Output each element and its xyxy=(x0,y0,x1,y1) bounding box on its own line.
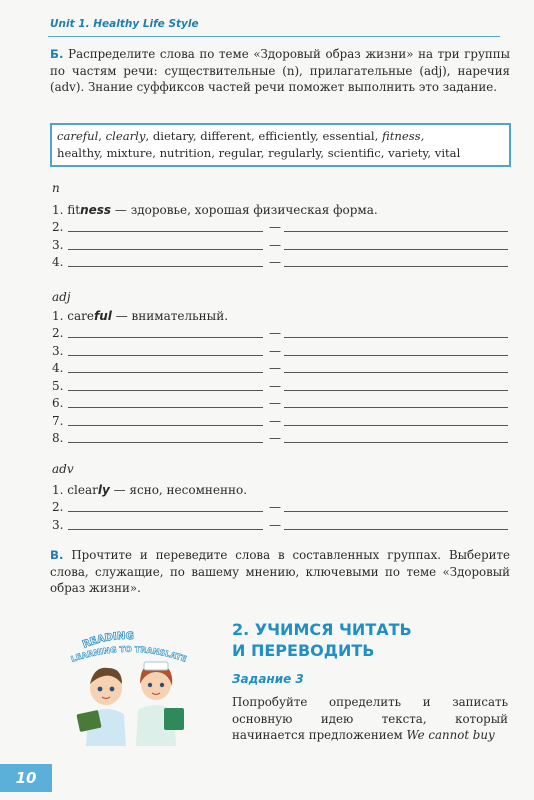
task-b-paragraph xyxy=(50,46,510,96)
answer-translation-line[interactable] xyxy=(284,231,508,232)
answer-row-number: 2. xyxy=(52,500,64,514)
answer-word-line[interactable] xyxy=(68,442,263,443)
answer-dash: — xyxy=(269,343,281,358)
answer-row xyxy=(52,220,507,234)
answer-dash: — xyxy=(269,413,281,428)
answer-word-line[interactable] xyxy=(68,425,263,426)
word-clearly: clearly xyxy=(105,129,146,143)
answer-word-line[interactable] xyxy=(68,529,263,530)
answer-translation-line[interactable] xyxy=(284,425,508,426)
answer-translation-line[interactable] xyxy=(284,355,508,356)
answer-row-number: 8. xyxy=(52,431,64,445)
word-list-part2: healthy, mixture, nutrition, regular, regularly, scientific, variety, vital xyxy=(57,146,461,160)
badge-reading-text: READING xyxy=(81,630,134,651)
section-2-heading: 2. УЧИМСЯ ЧИТАТЬ И ПЕРЕВОДИТЬ xyxy=(232,620,412,660)
answer-translation-line[interactable] xyxy=(284,266,508,267)
answer-translation-line[interactable] xyxy=(284,529,508,530)
answer-word-line[interactable] xyxy=(68,372,263,373)
task-3-text: Попробуйте определить и записать основную идею текста, который начинается предложением We cannot buy xyxy=(232,695,508,742)
answer-row-number: 5. xyxy=(52,378,64,393)
answer-dash: — xyxy=(269,326,281,340)
answer-word-line[interactable] xyxy=(68,407,263,408)
answer-translation-line[interactable] xyxy=(284,372,508,373)
reading-badge-illustration xyxy=(64,626,204,746)
answer-row-number: 4. xyxy=(52,361,64,375)
answer-dash: — xyxy=(269,500,281,514)
answer-translation-line[interactable] xyxy=(284,407,508,408)
section-n-example: 1. fitness — здоровье, хорошая физическая форма. xyxy=(52,203,378,217)
answer-row-number: 3. xyxy=(52,343,64,358)
answer-dash: — xyxy=(269,396,281,410)
task-v-letter: В. xyxy=(50,548,64,562)
answer-row xyxy=(52,326,507,340)
answer-translation-line[interactable] xyxy=(284,337,508,338)
answer-dash: — xyxy=(269,220,281,234)
answer-word-line[interactable] xyxy=(68,511,263,512)
answer-translation-line[interactable] xyxy=(284,390,508,391)
section-adj-label: adj xyxy=(52,290,71,304)
word-careful: careful xyxy=(57,129,99,143)
answer-translation-line[interactable] xyxy=(284,442,508,443)
section-adv-example: 1. clearly — ясно, несомненно. xyxy=(52,483,248,497)
answer-word-line[interactable] xyxy=(68,249,263,250)
answer-translation-line[interactable] xyxy=(284,249,508,250)
answer-row-number: 4. xyxy=(52,255,64,269)
answer-row xyxy=(52,396,507,410)
section-adj-example: 1. careful — внимательный. xyxy=(52,309,229,323)
answer-row-number: 3. xyxy=(52,237,64,252)
header-rule xyxy=(48,36,500,37)
answer-row xyxy=(52,379,507,393)
answer-word-line[interactable] xyxy=(68,355,263,356)
answer-row xyxy=(52,255,507,269)
word-box: careful, clearly, dietary, different, efficiently, essential, fitness, healthy, mixture, nutrition, regular, regularly, scientific, variety, vital xyxy=(50,123,511,167)
answer-row xyxy=(52,518,507,532)
answer-translation-line[interactable] xyxy=(284,511,508,512)
page-header-title: Unit 1. Healthy Life Style xyxy=(50,18,199,30)
answer-dash: — xyxy=(269,361,281,375)
answer-row xyxy=(52,414,507,428)
boy-figure xyxy=(76,668,126,746)
girl-figure xyxy=(136,662,184,746)
answer-dash: — xyxy=(269,237,281,252)
answer-dash: — xyxy=(269,255,281,269)
section-adv-label: adv xyxy=(52,462,74,476)
answer-word-line[interactable] xyxy=(68,266,263,267)
section-n-label: n xyxy=(52,181,60,195)
answer-row-number: 6. xyxy=(52,396,64,410)
badge-learning-text: LEARNING TO TRANSLATE xyxy=(69,644,188,664)
answer-row-number: 7. xyxy=(52,413,64,428)
answer-row-number: 3. xyxy=(52,517,64,532)
answer-dash: — xyxy=(269,431,281,445)
page-number: 10 xyxy=(0,764,52,792)
task-b-text: Распределите слова по теме «Здоровый образ жизни» на три группы по частям речи: существительные (n), прилагательные (adj), наречия (adv). Знание суффиксов частей речи поможет выполнить это задание. xyxy=(50,47,511,94)
task-b-letter: Б. xyxy=(50,47,64,61)
task-v-text: Прочтите и переведите слова в составленных группах. Выберите слова, служащие, по вашему мнению, ключевыми по теме «Здоровый образ жизни». xyxy=(50,548,511,595)
answer-row xyxy=(52,361,507,375)
answer-row xyxy=(52,238,507,252)
answer-row-number: 2. xyxy=(52,326,64,340)
answer-word-line[interactable] xyxy=(68,390,263,391)
answer-row-number: 2. xyxy=(52,220,64,234)
answer-row xyxy=(52,500,507,514)
word-fitness: fitness, xyxy=(381,129,425,143)
answer-word-line[interactable] xyxy=(68,337,263,338)
answer-dash: — xyxy=(269,517,281,532)
answer-row xyxy=(52,344,507,358)
task-v-paragraph xyxy=(50,547,510,597)
answer-row xyxy=(52,431,507,445)
word-list-part1: dietary, different, efficiently, essential, xyxy=(152,129,379,143)
answer-dash: — xyxy=(269,378,281,393)
task-3-label: Задание 3 xyxy=(232,672,304,686)
answer-word-line[interactable] xyxy=(68,231,263,232)
